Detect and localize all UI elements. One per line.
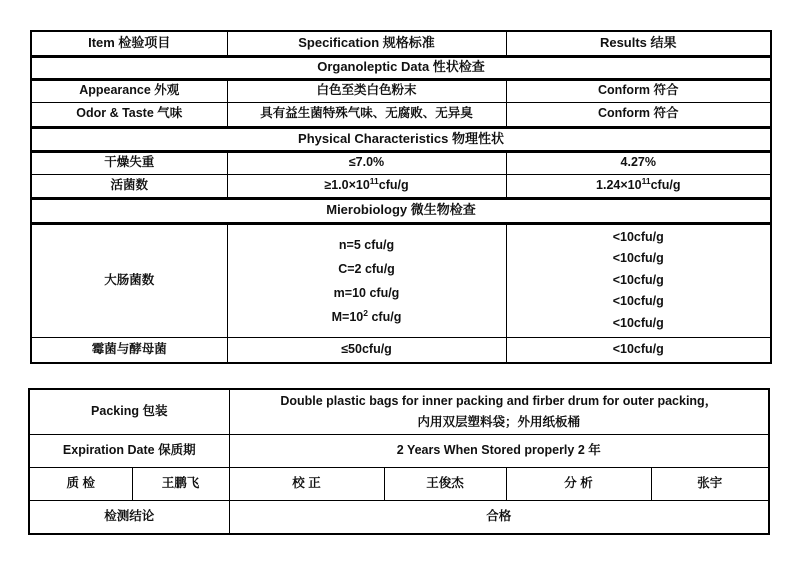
cell-conclusion-value: 合格 (229, 500, 769, 534)
packing-value-line-cn: 内用双层塑料袋；外用纸板桶 (417, 414, 581, 429)
cell-viable-result (506, 174, 771, 198)
cell-appearance-result: Conform 符合 (506, 79, 771, 102)
viable-result-unit: cfu/g (650, 177, 681, 192)
section-title-microbiology: Mierobiology 微生物检查 (31, 198, 771, 223)
cell-appearance-spec: 白色至类白色粉末 (227, 79, 506, 102)
table-row-loss-on-drying (31, 151, 771, 174)
table-row-expiration (29, 434, 769, 467)
cell-odor-item: Odor & Taste 气味 (31, 102, 227, 127)
viable-spec-unit: cfu/g (378, 177, 409, 192)
coliform-spec-line-c: C=2 cfu/g (338, 261, 395, 276)
cell-loss-item: 干燥失重 (31, 151, 227, 174)
viable-result-base: 1.24×10 (596, 177, 642, 192)
inspection-table (30, 30, 772, 364)
viable-spec-base: ≥1.0×10 (324, 177, 370, 192)
viable-spec-exponent: 11 (369, 175, 379, 186)
cell-coliform-result (506, 223, 771, 337)
coliform-result-line: <10cfu/g (612, 251, 664, 266)
table-row-conclusion (29, 500, 769, 534)
table-row-viable-count (31, 174, 771, 198)
table-row-packing (29, 389, 769, 434)
table-row-appearance (31, 79, 771, 102)
coliform-result-line: <10cfu/g (612, 315, 664, 330)
cell-appearance-item: Appearance 外观 (31, 79, 227, 102)
coliform-result-line: <10cfu/g (612, 229, 664, 244)
cell-mold-result: <10cfu/g (506, 337, 771, 363)
coliform-result-line: <10cfu/g (612, 272, 664, 287)
header-cell-specification: Specification 规格标准 (227, 31, 506, 56)
coliform-spec-line-m: m=10 cfu/g (333, 285, 400, 300)
cell-analysis-label: 分 析 (506, 467, 651, 500)
table-row-mold-yeast (31, 337, 771, 363)
cell-expiration-label: Expiration Date 保质期 (29, 434, 229, 467)
table-row-coliform (31, 223, 771, 337)
cell-coliform-item: 大肠菌数 (31, 223, 227, 337)
coliform-spec-M-unit: cfu/g (368, 309, 402, 324)
cell-packing-label: Packing 包装 (29, 389, 229, 434)
cell-expiration-value: 2 Years When Stored properly 2 年 (229, 434, 769, 467)
cell-mold-item: 霉菌与酵母菌 (31, 337, 227, 363)
viable-result-exponent: 11 (641, 175, 651, 186)
cell-coliform-spec (227, 223, 506, 337)
coliform-spec-line-n: n=5 cfu/g (338, 237, 395, 252)
cell-viable-item: 活菌数 (31, 174, 227, 198)
coliform-spec-M-exponent: 2 (363, 307, 368, 318)
section-title-organoleptic: Organoleptic Data 性状检查 (31, 56, 771, 79)
coliform-result-line: <10cfu/g (612, 294, 664, 309)
header-cell-item: Item 检验项目 (31, 31, 227, 56)
coliform-spec-M-base: M=10 (331, 309, 364, 324)
cell-odor-spec: 具有益生菌特殊气味、无腐败、无异臭 (227, 102, 506, 127)
cell-loss-result: 4.27% (506, 151, 771, 174)
section-row-organoleptic (31, 56, 771, 79)
header-cell-results: Results 结果 (506, 31, 771, 56)
section-row-microbiology (31, 198, 771, 223)
section-row-physical (31, 127, 771, 151)
cell-calibration-label: 校 正 (229, 467, 384, 500)
cell-qc-label: 质 检 (29, 467, 132, 500)
cell-viable-spec (227, 174, 506, 198)
cell-loss-spec: ≤7.0% (227, 151, 506, 174)
section-title-physical: Physical Characteristics 物理性状 (31, 127, 771, 151)
cell-qc-name: 王鹏飞 (132, 467, 229, 500)
cell-conclusion-label: 检测结论 (29, 500, 229, 534)
table-row-signatures (29, 467, 769, 500)
summary-table (28, 388, 770, 535)
table-row-odor-taste (31, 102, 771, 127)
cell-packing-value (229, 389, 769, 434)
cell-odor-result: Conform 符合 (506, 102, 771, 127)
packing-value-line-en: Double plastic bags for inner packing and firber drum for outer packing， (280, 393, 718, 408)
cell-mold-spec: ≤50cfu/g (227, 337, 506, 363)
table-header-row (31, 31, 771, 56)
cell-calibration-name: 王俊杰 (384, 467, 506, 500)
coliform-spec-line-M (232, 305, 502, 329)
cell-analysis-name: 张宇 (651, 467, 769, 500)
